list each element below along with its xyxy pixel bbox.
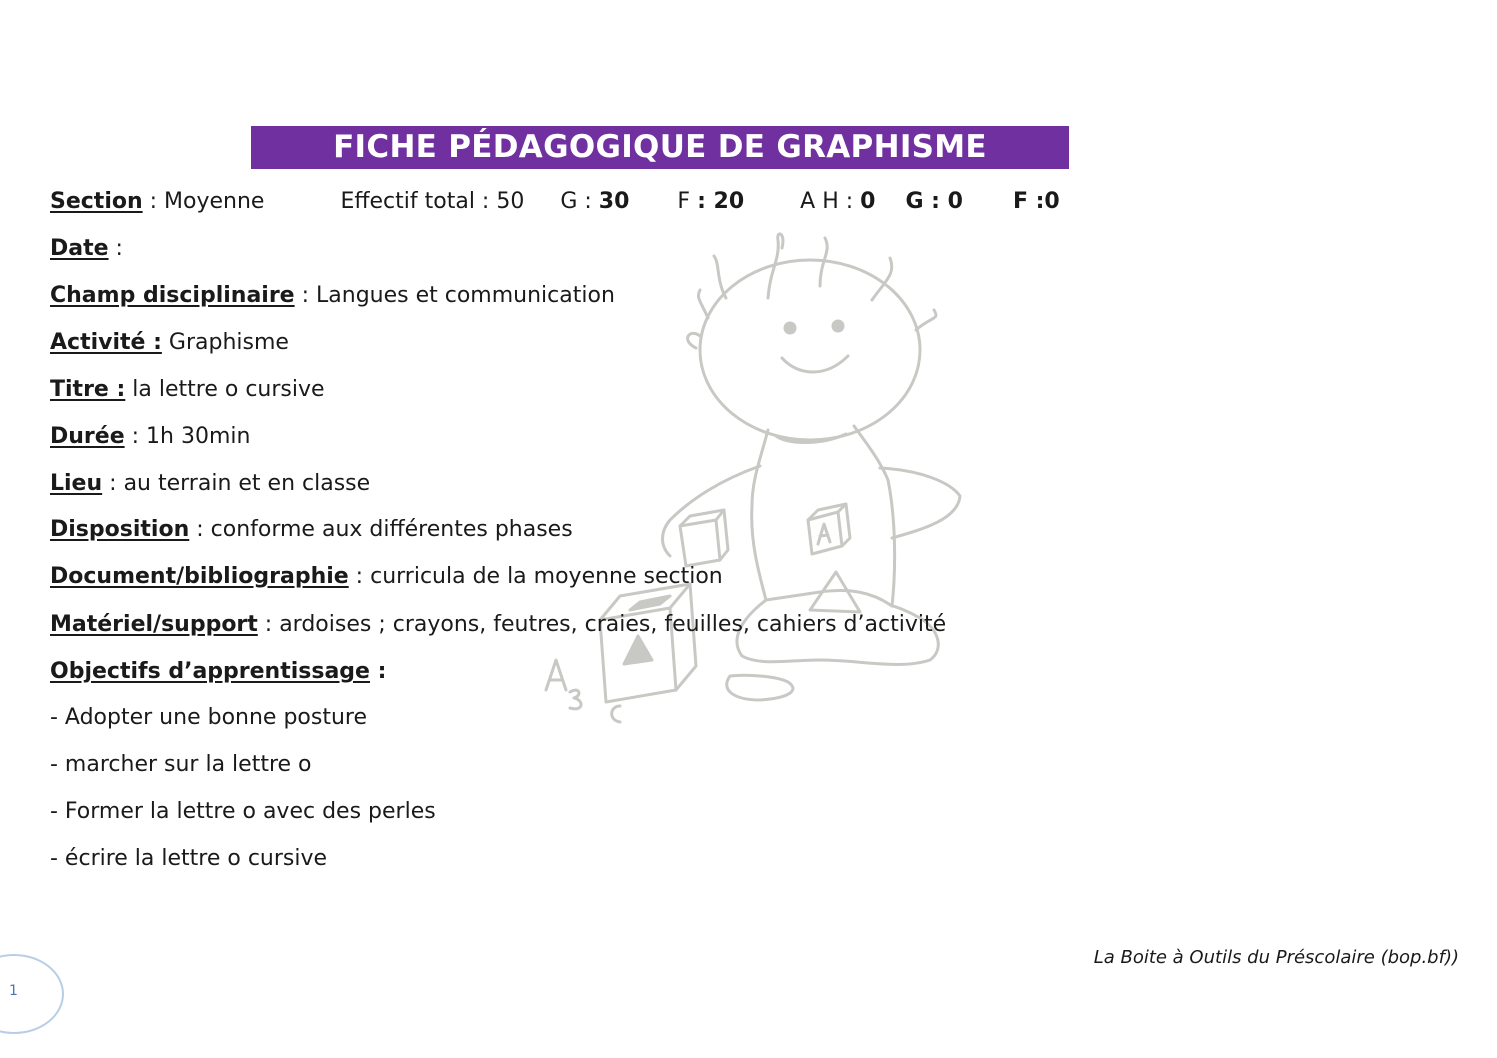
field-value: Graphisme: [168, 330, 289, 355]
field-materiel-support: [50, 610, 946, 640]
f-value: : 20: [697, 189, 745, 214]
field-label: Objectifs d’apprentissage: [50, 659, 370, 684]
footer-credit: La Boite à Outils du Préscolaire (bop.bf)): [1093, 947, 1459, 968]
field-lieu: [50, 469, 370, 499]
field-label: Activité :: [50, 330, 162, 355]
field-sep: :: [294, 283, 317, 308]
field-value: Langues et communication: [316, 283, 615, 308]
field-label: Durée: [50, 424, 125, 449]
field-sep: :: [189, 517, 211, 542]
field-label: Disposition: [50, 517, 190, 542]
field-titre: [50, 375, 325, 405]
field-label: Document/bibliographie: [50, 564, 349, 589]
objective-item: - Former la lettre o avec des perles: [50, 799, 436, 824]
field-champ-disciplinaire: [50, 281, 615, 311]
g-value: 30: [598, 189, 630, 214]
field-sep: [162, 330, 169, 355]
f-label: F: [677, 189, 698, 214]
page-title: FICHE PÉDAGOGIQUE DE GRAPHISME: [251, 126, 1069, 169]
field-value: curricula de la moyenne section: [370, 564, 723, 589]
effectif-total: Effectif total : 50: [340, 189, 525, 214]
field-sep: :: [369, 659, 387, 684]
section-label: Section: [50, 189, 143, 214]
ah-value: 0: [860, 189, 876, 214]
field-duree: [50, 422, 250, 452]
field-label: Matériel/support: [50, 612, 258, 637]
field-value: ardoises ; crayons, feutres, craies, feuilles, cahiers d’activité: [279, 612, 947, 637]
objective-item: - marcher sur la lettre o: [50, 752, 312, 777]
field-date: [50, 234, 123, 264]
page-number: 1: [9, 983, 18, 999]
section-value: : Moyenne: [142, 189, 265, 214]
field-sep: :: [257, 612, 280, 637]
field-objectifs: [50, 657, 386, 687]
field-activite: [50, 328, 289, 358]
ah-label: A H :: [800, 189, 861, 214]
field-sep: :: [348, 564, 371, 589]
field-label: Champ disciplinaire: [50, 283, 295, 308]
field-disposition: [50, 515, 573, 545]
field-sep: :: [124, 424, 147, 449]
field-value: la lettre o cursive: [132, 377, 325, 402]
g-label: G :: [560, 189, 599, 214]
field-value: 1h 30min: [146, 424, 251, 449]
ah-f-value: F :0: [1012, 189, 1060, 214]
field-label: Date: [50, 236, 109, 261]
field-value: conforme aux différentes phases: [210, 517, 573, 542]
objective-item: - écrire la lettre o cursive: [50, 846, 328, 871]
field-document-bibliographie: [50, 562, 723, 592]
field-label: Lieu: [50, 471, 103, 496]
field-sep: :: [102, 471, 124, 496]
field-sep: :: [108, 236, 123, 261]
header-row: [50, 187, 1060, 217]
field-label: Titre :: [50, 377, 126, 402]
objective-item: - Adopter une bonne posture: [50, 705, 367, 730]
field-value: au terrain et en classe: [123, 471, 371, 496]
ah-g-value: G : 0: [905, 189, 963, 214]
